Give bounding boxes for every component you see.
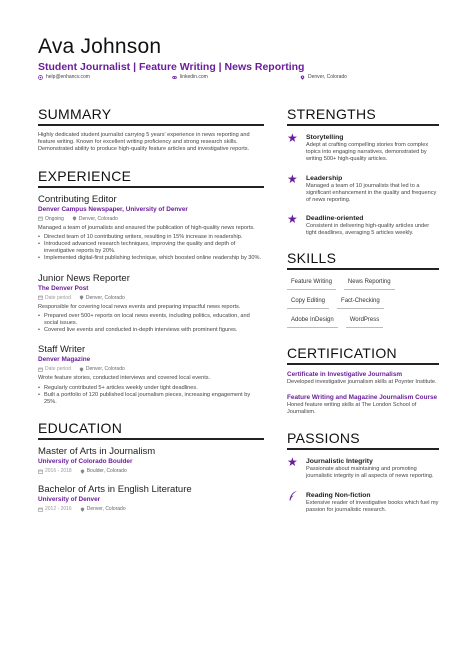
strength-item xyxy=(287,173,439,205)
skill-tag: Adobe InDesign xyxy=(287,314,338,328)
job-date: Ongoing xyxy=(45,215,64,222)
section-divider xyxy=(38,186,264,188)
feather-icon xyxy=(287,490,299,514)
job-meta xyxy=(38,216,264,222)
map-pin-icon xyxy=(72,216,77,221)
education-heading: EDUCATION xyxy=(38,420,123,437)
job-bullet: • Directed team of 10 contributing writers, resulting in 15% increase in readership. xyxy=(38,234,264,241)
skills-list xyxy=(287,276,439,333)
job-bullet: • Prepared over 500+ reports on local news events, including politics, education, and social issues. xyxy=(38,313,264,327)
passions-section xyxy=(287,430,439,514)
certification-title: Feature Writing and Magazine Journalism Course xyxy=(287,393,438,401)
calendar-icon xyxy=(38,469,43,474)
education-date: 2012 - 2016 xyxy=(45,506,72,513)
candidate-name: Ava Johnson xyxy=(38,35,162,58)
passion-title: Journalistic Integrity xyxy=(306,458,373,466)
star-icon: ★ xyxy=(287,171,298,186)
job-company: Denver Magazine xyxy=(38,356,91,364)
job-location: Denver, Colorado xyxy=(85,366,125,373)
right-column xyxy=(287,106,439,523)
experience-heading: EXPERIENCE xyxy=(38,167,132,184)
contact-linkedin-text: linkedin.com xyxy=(180,74,208,80)
job-title: Junior News Reporter xyxy=(38,272,130,284)
education-meta xyxy=(38,468,264,474)
experience-entry xyxy=(38,273,264,335)
passion-title: Reading Non-fiction xyxy=(306,491,371,499)
section-divider xyxy=(287,268,439,270)
certification-item xyxy=(287,371,439,386)
skill-tag: WordPress xyxy=(346,314,384,328)
education-entry xyxy=(38,484,264,512)
education-location: Boulder, Colorado xyxy=(86,468,127,475)
job-bullet: • Covered live events and conducted in-depth interviews with prominent figures. xyxy=(38,327,264,334)
degree-title: Bachelor of Arts in English Literature xyxy=(38,484,192,496)
education-entry xyxy=(38,446,264,474)
job-location: Denver, Colorado xyxy=(85,294,125,301)
calendar-icon xyxy=(38,507,43,512)
job-description: Wrote feature stories, conducted interviews and covered local events. xyxy=(38,375,211,382)
job-bullet: • Built a portfolio of 120 published local journalism pieces, increasing engagement by 25%. xyxy=(38,392,264,406)
contact-location-text: Denver, Colorado xyxy=(308,74,347,80)
degree-title: Master of Arts in Journalism xyxy=(38,446,156,458)
skill-tag: News Reporting xyxy=(344,276,395,290)
passion-item xyxy=(287,456,439,480)
star-icon: ★ xyxy=(287,455,298,470)
candidate-title: Student Journalist | Feature Writing | News Reporting xyxy=(38,61,305,73)
contact-email-text: help@enhancv.com xyxy=(46,74,90,80)
map-pin-icon xyxy=(300,75,305,80)
left-column xyxy=(38,106,264,522)
experience-entry xyxy=(38,194,264,263)
certification-title: Certificate in Investigative Journalism xyxy=(287,370,403,378)
job-meta xyxy=(38,366,264,372)
education-meta xyxy=(38,506,264,512)
map-pin-icon xyxy=(80,469,85,474)
job-bullets xyxy=(38,234,264,263)
experience-section xyxy=(38,168,264,407)
strength-title: Leadership xyxy=(306,174,343,182)
skill-tag: Fact-Checking xyxy=(337,295,384,309)
certification-text: Honed feature writing skills at The London School of Journalism. xyxy=(287,401,417,416)
section-divider xyxy=(287,448,439,450)
education-location: Denver, Colorado xyxy=(86,506,126,513)
strengths-heading: STRENGTHS xyxy=(287,106,377,122)
passion-item xyxy=(287,490,439,514)
map-pin-icon xyxy=(79,367,84,372)
job-title: Contributing Editor xyxy=(38,193,117,205)
job-company: Denver Campus Newspaper, University of Denver xyxy=(38,205,188,213)
strength-item xyxy=(287,213,439,237)
job-description: Responsible for covering local news events and preparing impactful news reports. xyxy=(38,303,241,310)
calendar-icon xyxy=(38,295,43,300)
map-pin-icon xyxy=(79,295,84,300)
job-bullet: • Introduced advanced research techniques, improving the quality and depth of investigative reports by 20%. xyxy=(38,241,264,255)
summary-heading: SUMMARY xyxy=(38,106,112,122)
summary-section xyxy=(38,106,264,154)
summary-text: Highly dedicated student journalist carrying 5 years' experience in news reporting and feature writing. Known for excellent writing proficiency and strong research skills. Demonstrated ability to produce high-quality feature articles and investigative reports. xyxy=(38,132,250,153)
contact-location xyxy=(300,74,347,80)
strengths-section xyxy=(287,106,439,238)
strength-text: Adept at crafting compelling stories from complex topics into engaging narratives, demonstrated by writing 500+ high-quality articles. xyxy=(306,142,429,163)
skills-heading: SKILLS xyxy=(287,249,337,266)
skill-tag: Feature Writing xyxy=(287,276,336,290)
job-bullets xyxy=(38,385,264,407)
strength-item xyxy=(287,132,439,164)
calendar-icon xyxy=(38,216,43,221)
strength-title: Deadline-oriented xyxy=(306,215,364,223)
skills-section xyxy=(287,250,439,333)
education-section xyxy=(38,420,264,512)
passions-heading: PASSIONS xyxy=(287,430,360,447)
job-date: Date period xyxy=(45,294,71,301)
contact-email[interactable] xyxy=(38,74,90,80)
star-icon: ★ xyxy=(287,131,298,145)
job-bullet: • Implemented digital-first publishing technique, which boosted online readership by 30%. xyxy=(38,255,264,262)
link-icon xyxy=(172,75,177,80)
strength-text: Consistent in delivering high-quality articles under tight deadlines, averaging 5 articles weekly. xyxy=(306,223,430,237)
job-company: The Denver Post xyxy=(38,284,89,292)
section-divider xyxy=(38,438,264,440)
at-icon xyxy=(38,75,43,80)
experience-entry xyxy=(38,344,264,406)
job-location: Denver, Colorado xyxy=(78,215,118,222)
job-bullets xyxy=(38,313,264,335)
education-date: 2016 - 2018 xyxy=(45,468,72,475)
contact-linkedin[interactable] xyxy=(172,74,208,80)
job-description: Managed a team of journalists and ensured the publication of high-quality news reports. xyxy=(38,224,255,231)
job-title: Staff Writer xyxy=(38,344,86,356)
job-date: Date period xyxy=(45,366,71,373)
section-divider xyxy=(287,124,439,126)
job-meta xyxy=(38,295,264,301)
section-divider xyxy=(38,124,264,126)
certification-text: Developed investigative journalism skills at Poynter Institute. xyxy=(287,378,437,385)
school-name: University of Denver xyxy=(38,496,101,504)
passion-text: Extensive reader of investigative books which fuel my passion for journalistic research. xyxy=(306,499,439,513)
map-pin-icon xyxy=(80,507,85,512)
strength-title: Storytelling xyxy=(306,134,344,141)
calendar-icon xyxy=(38,367,43,372)
certification-item xyxy=(287,394,439,416)
certification-section xyxy=(287,345,439,417)
school-name: University of Colorado Boulder xyxy=(38,458,133,466)
strength-text: Managed a team of 10 journalists that led to a significant enhancement in the quality and frequency of news reporting. xyxy=(306,182,437,204)
job-bullet: • Regularly contributed 5+ articles weekly under tight deadlines. xyxy=(38,385,264,392)
resume-header xyxy=(38,36,438,73)
star-icon: ★ xyxy=(287,212,298,227)
skill-tag: Copy Editing xyxy=(287,295,329,309)
certification-heading: CERTIFICATION xyxy=(287,344,397,361)
passion-text: Passionate about maintaining and promoting journalistic integrity in all aspects of news reporting. xyxy=(306,466,434,480)
section-divider xyxy=(287,363,439,365)
